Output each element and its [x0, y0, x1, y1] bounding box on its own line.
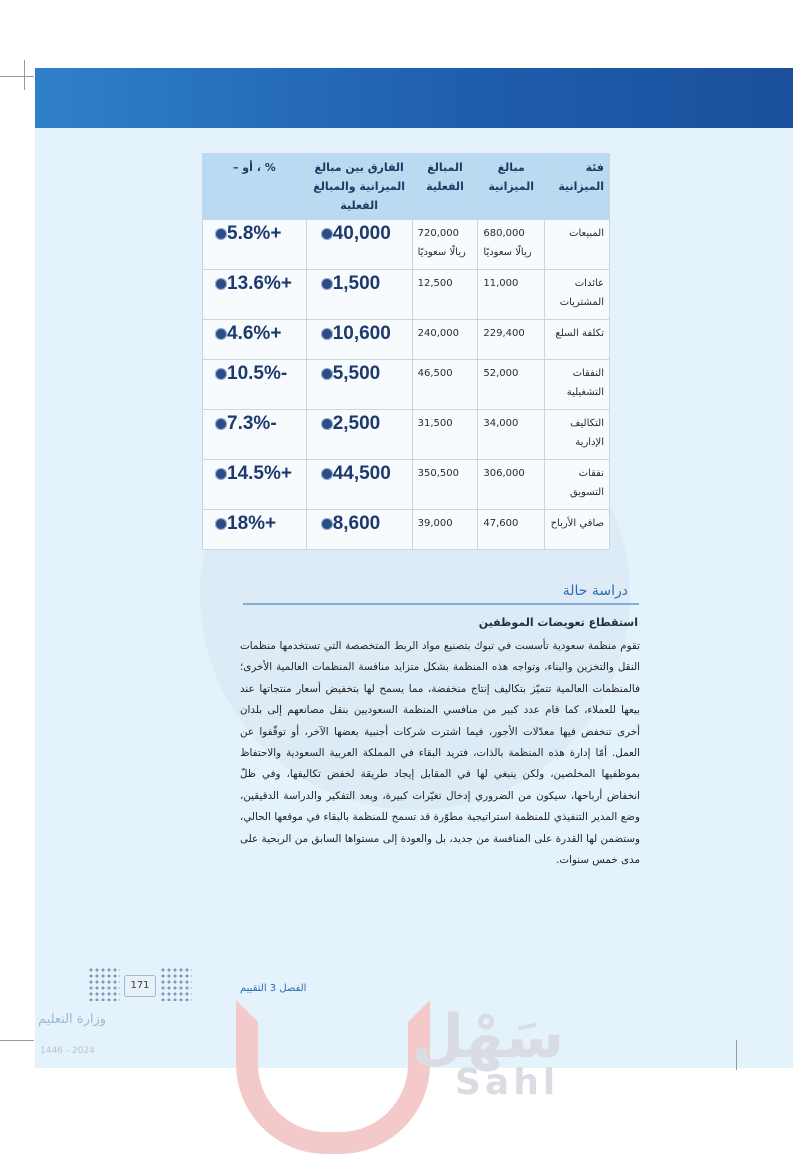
crop-mark	[736, 1040, 737, 1070]
bullet-icon	[321, 368, 333, 380]
cell-category: التكاليف الإدارية	[545, 410, 610, 460]
cell-actual: 720,000 ريالًا سعوديًا	[412, 220, 478, 270]
watermark-logo	[236, 1000, 430, 1154]
crop-mark	[0, 1040, 34, 1041]
cell-category: المبيعات	[545, 220, 610, 270]
header-category: فئة الميزانية	[545, 154, 610, 220]
cell-category: نفقات التسويق	[545, 460, 610, 510]
cell-actual: 350,500	[412, 460, 478, 510]
bullet-icon	[321, 418, 333, 430]
cell-budget: 11,000	[478, 270, 545, 320]
answer-difference: 40,000	[332, 223, 391, 244]
bullet-icon	[215, 328, 227, 340]
header-band	[35, 68, 793, 128]
cell-difference	[306, 460, 412, 510]
chapter-label: الفصل 3 التقييم	[240, 983, 307, 994]
watermark-arabic: سَهْل	[412, 1002, 565, 1072]
ministry-logo-text: وزارة التعليم	[38, 1012, 107, 1027]
case-body: تقوم منظمة سعودية تأسست في تبوك بتصنيع مواد الربط المتخصصة التي تستخدمها منظمات النقل والتخزين والبناء، وتواجه هذه المنظمة بشكل متزايد منافسة المنظمات العالمية الأخرى؛ فالمنظمات العالمية تتميّز بتكاليف إنتاج منخفضة، مما يسمح لها بتخفيض أسعار منتجاتها عند بيعها للعملاء، كما قام عدد كبير من منافسي المنظمة السعوديين بنقل مصانعهم إلى بلدان أخرى تنخفض فيها معدّلات الأجور، فيما اشترت شركات أجنبية بعضها الآخر، أو توقّفوا عن العمل. أمّا إدارة هذه المنظمة بالذات، فتريد البقاء في المملكة العربية السعودية والاحتفاظ بموظفيها المخلصين، ولكن ينبغي لها في المقابل إيجاد طريقة لخفض تكاليفها، وفي ظلّ انخفاض أرباحها، سيكون من الضروري إدخال تغيّرات كبيرة، وبعد التفكير والدراسة الدقيقين، وضع المدير التنفيذي للمنظمة استراتيجية مطوّرة قد تسمح للمنظمة بالبقاء في موقعها الحالي، وستضمن لها القدرة على المنافسة من جديد، بل والعودة إلى مستواها السابق من الربحية على مدى خمس سنوات.	[240, 640, 640, 867]
cell-actual: 31,500	[412, 410, 478, 460]
cell-budget: 34,000	[478, 410, 545, 460]
bullet-icon	[215, 228, 227, 240]
bullet-icon	[321, 468, 333, 480]
case-subtitle: استقطاع تعويضات الموظفين	[478, 616, 638, 629]
edition-code: 1446 - 2024	[40, 1046, 95, 1056]
cell-actual: 240,000	[412, 320, 478, 360]
cell-percent	[203, 270, 307, 320]
section-title: دراسة حالة	[562, 583, 628, 599]
cell-difference	[306, 320, 412, 360]
section-divider	[243, 603, 639, 605]
budget-table	[202, 153, 610, 550]
answer-percent: -10.5%	[227, 363, 288, 384]
cell-difference	[306, 270, 412, 320]
cell-percent	[203, 410, 307, 460]
cell-percent	[203, 320, 307, 360]
cell-budget: 306,000	[478, 460, 545, 510]
header-percent: % ، أو –	[203, 154, 307, 220]
crop-mark	[24, 60, 25, 90]
cell-budget: 229,400	[478, 320, 545, 360]
cell-difference	[306, 360, 412, 410]
dots-decoration	[160, 967, 192, 1001]
cell-percent	[203, 460, 307, 510]
bullet-icon	[215, 418, 227, 430]
cell-actual: 46,500	[412, 360, 478, 410]
cell-percent	[203, 220, 307, 270]
table-row	[203, 410, 610, 460]
table-row	[203, 510, 610, 550]
answer-percent: +4.6%	[227, 323, 282, 344]
answer-percent: +13.6%	[227, 273, 292, 294]
cell-difference	[306, 510, 412, 550]
header-budget: مبالغ الميزانية	[478, 154, 545, 220]
bullet-icon	[321, 518, 333, 530]
table-header-row	[203, 154, 610, 220]
header-difference: الفارق بين مبالغ الميزانية والمبالغ الفعلية	[306, 154, 412, 220]
table-row	[203, 270, 610, 320]
header-actual: المبالغ الفعلية	[412, 154, 478, 220]
cell-percent	[203, 360, 307, 410]
cell-percent	[203, 510, 307, 550]
cell-actual: 39,000	[412, 510, 478, 550]
table-row	[203, 460, 610, 510]
bullet-icon	[321, 278, 333, 290]
answer-difference: 10,600	[332, 323, 391, 344]
answer-difference: 8,600	[332, 513, 381, 534]
cell-category: تكلفة السلع	[545, 320, 610, 360]
cell-budget: 680,000 ريالًا سعوديًا	[478, 220, 545, 270]
cell-difference	[306, 410, 412, 460]
bullet-icon	[215, 278, 227, 290]
answer-percent: +14.5%	[227, 463, 292, 484]
watermark-latin: Sahl	[455, 1062, 560, 1103]
page-number: 171	[124, 975, 156, 997]
cell-category: النفقات التشغيلية	[545, 360, 610, 410]
cell-category: عائدات المشتريات	[545, 270, 610, 320]
answer-difference: 44,500	[332, 463, 391, 484]
table-row	[203, 360, 610, 410]
cell-budget: 47,600	[478, 510, 545, 550]
cell-difference	[306, 220, 412, 270]
cell-budget: 52,000	[478, 360, 545, 410]
bullet-icon	[215, 468, 227, 480]
answer-percent: -7.3%	[227, 413, 277, 434]
cell-category: صافي الأرباح	[545, 510, 610, 550]
crop-mark	[0, 76, 34, 77]
table-row	[203, 320, 610, 360]
answer-percent: +18%	[227, 513, 277, 534]
bullet-icon	[215, 368, 227, 380]
bullet-icon	[321, 228, 333, 240]
answer-difference: 1,500	[332, 273, 381, 294]
dots-decoration	[88, 967, 120, 1001]
table-row	[203, 220, 610, 270]
bullet-icon	[215, 518, 227, 530]
bullet-icon	[321, 328, 333, 340]
answer-difference: 2,500	[332, 413, 381, 434]
answer-percent: +5.8%	[227, 223, 282, 244]
cell-actual: 12,500	[412, 270, 478, 320]
answer-difference: 5,500	[332, 363, 381, 384]
